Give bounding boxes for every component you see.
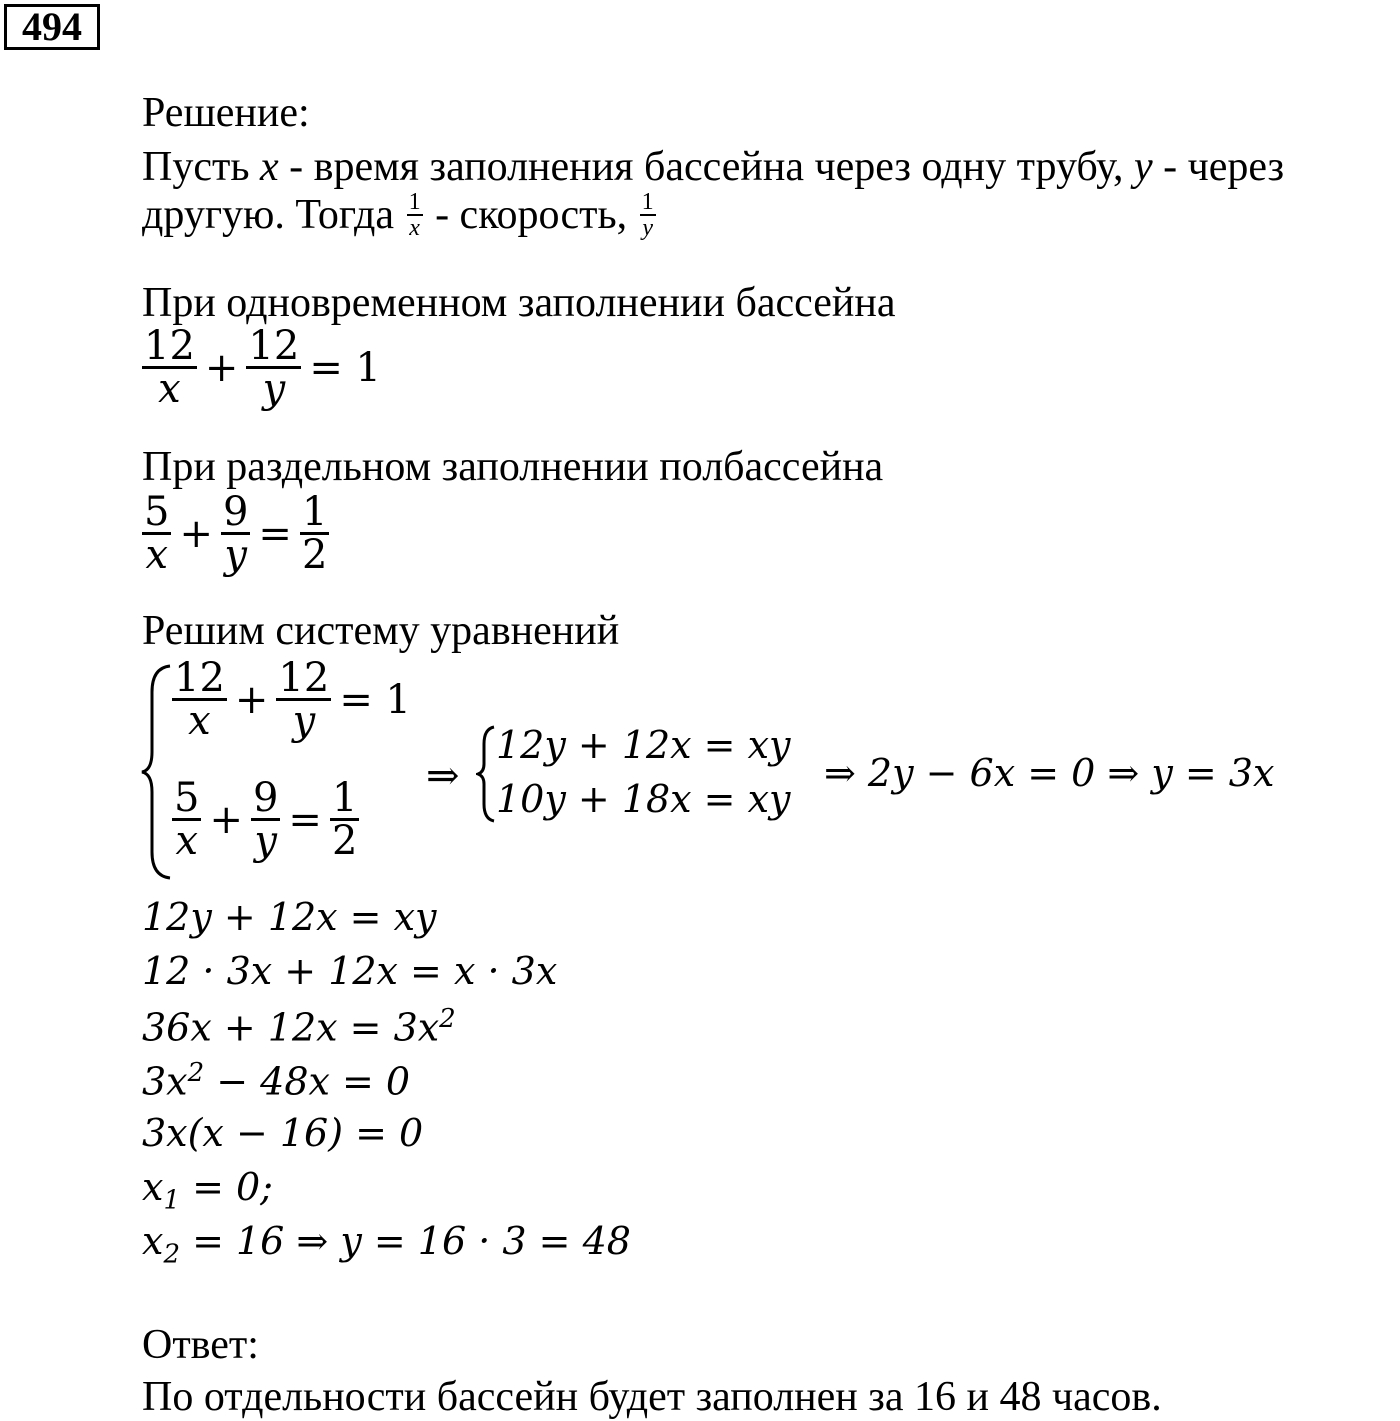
intro-text: - время заполнения бассейна через одну трубу, bbox=[278, 144, 1134, 190]
fraction-1-over-2: $\frac{1}{2}$ bbox=[301, 489, 328, 578]
system2-line-2: 10y + 18x = xy bbox=[496, 777, 791, 821]
step-7: $x_2 = 16$ ⇒ y = 16 · 3 = 48 bbox=[142, 1219, 631, 1270]
simultaneous-heading: При одновременном заполнении бассейна bbox=[142, 280, 896, 326]
fraction-9-over-y: $\frac{9}{y}$ bbox=[252, 775, 279, 864]
left-brace-small-icon bbox=[476, 724, 498, 824]
system-result: ⇒ 2y − 6x = 0 ⇒ y = 3x bbox=[824, 751, 1275, 795]
system-eq-1: $\frac{12}{x}$ + $\frac{12}{y}$ = 1 bbox=[174, 655, 412, 744]
problem-number: 494 bbox=[4, 4, 100, 50]
step-5: 3x(x − 16) = 0 bbox=[142, 1111, 424, 1155]
system2-line-1: 12y + 12x = xy bbox=[496, 723, 791, 767]
fraction-12-over-y: $\frac{12}{y}$ bbox=[278, 655, 330, 744]
step-6: $x_1 = 0$; bbox=[142, 1165, 273, 1216]
fraction-1-over-2: $\frac{1}{2}$ bbox=[331, 775, 358, 864]
intro-line-1 bbox=[142, 146, 1284, 188]
fraction-5-over-x: $\frac{5}{x}$ bbox=[144, 489, 170, 578]
fraction-1-over-y: $\frac{1}{y}$ bbox=[641, 189, 654, 241]
fraction-9-over-y: $\frac{9}{y}$ bbox=[222, 489, 249, 578]
fraction-1-over-x: $\frac{1}{x}$ bbox=[408, 189, 421, 241]
intro-text: другую. Тогда bbox=[142, 192, 405, 238]
fraction-12-over-x: $\frac{12}{x}$ bbox=[144, 323, 195, 412]
intro-text: - через bbox=[1152, 144, 1285, 190]
fraction-5-over-x: $\frac{5}{x}$ bbox=[174, 775, 200, 864]
solution-label: Решение: bbox=[142, 90, 310, 136]
var-x: x bbox=[259, 144, 279, 190]
step-4: $3x^2 - 48x = 0$ bbox=[142, 1058, 411, 1104]
step-2: 12 · 3x + 12x = x · 3x bbox=[142, 949, 558, 993]
var-y: y bbox=[1133, 144, 1153, 190]
equation-2: $\frac{5}{x}$ + $\frac{9}{y}$ = $\frac{1}{2}$ bbox=[144, 489, 328, 578]
step-1: 12y + 12x = xy bbox=[142, 895, 437, 939]
equation-1: $\frac{12}{x}$ + $\frac{12}{y}$ = 1 bbox=[144, 323, 382, 412]
solve-heading: Решим систему уравнений bbox=[142, 608, 620, 654]
intro-text: - скорость, bbox=[424, 192, 638, 238]
system-eq-2: $\frac{5}{x}$ + $\frac{9}{y}$ = $\frac{1}{2}$ bbox=[174, 775, 358, 864]
left-brace-icon bbox=[140, 662, 174, 882]
step-3: $36x + 12x = 3x^2$ bbox=[142, 1004, 456, 1050]
intro-text: Пусть bbox=[142, 144, 260, 190]
fraction-12-over-y: $\frac{12}{y}$ bbox=[248, 323, 300, 412]
separate-heading: При раздельном заполнении полбассейна bbox=[142, 444, 884, 490]
answer-text: По отдельности бассейн будет заполнен за 16 и 48 часов. bbox=[142, 1374, 1162, 1420]
fraction-12-over-x: $\frac{12}{x}$ bbox=[174, 655, 225, 744]
implies-arrow: ⇒ bbox=[426, 753, 460, 799]
intro-line-2 bbox=[142, 190, 658, 240]
answer-label: Ответ: bbox=[142, 1322, 259, 1368]
